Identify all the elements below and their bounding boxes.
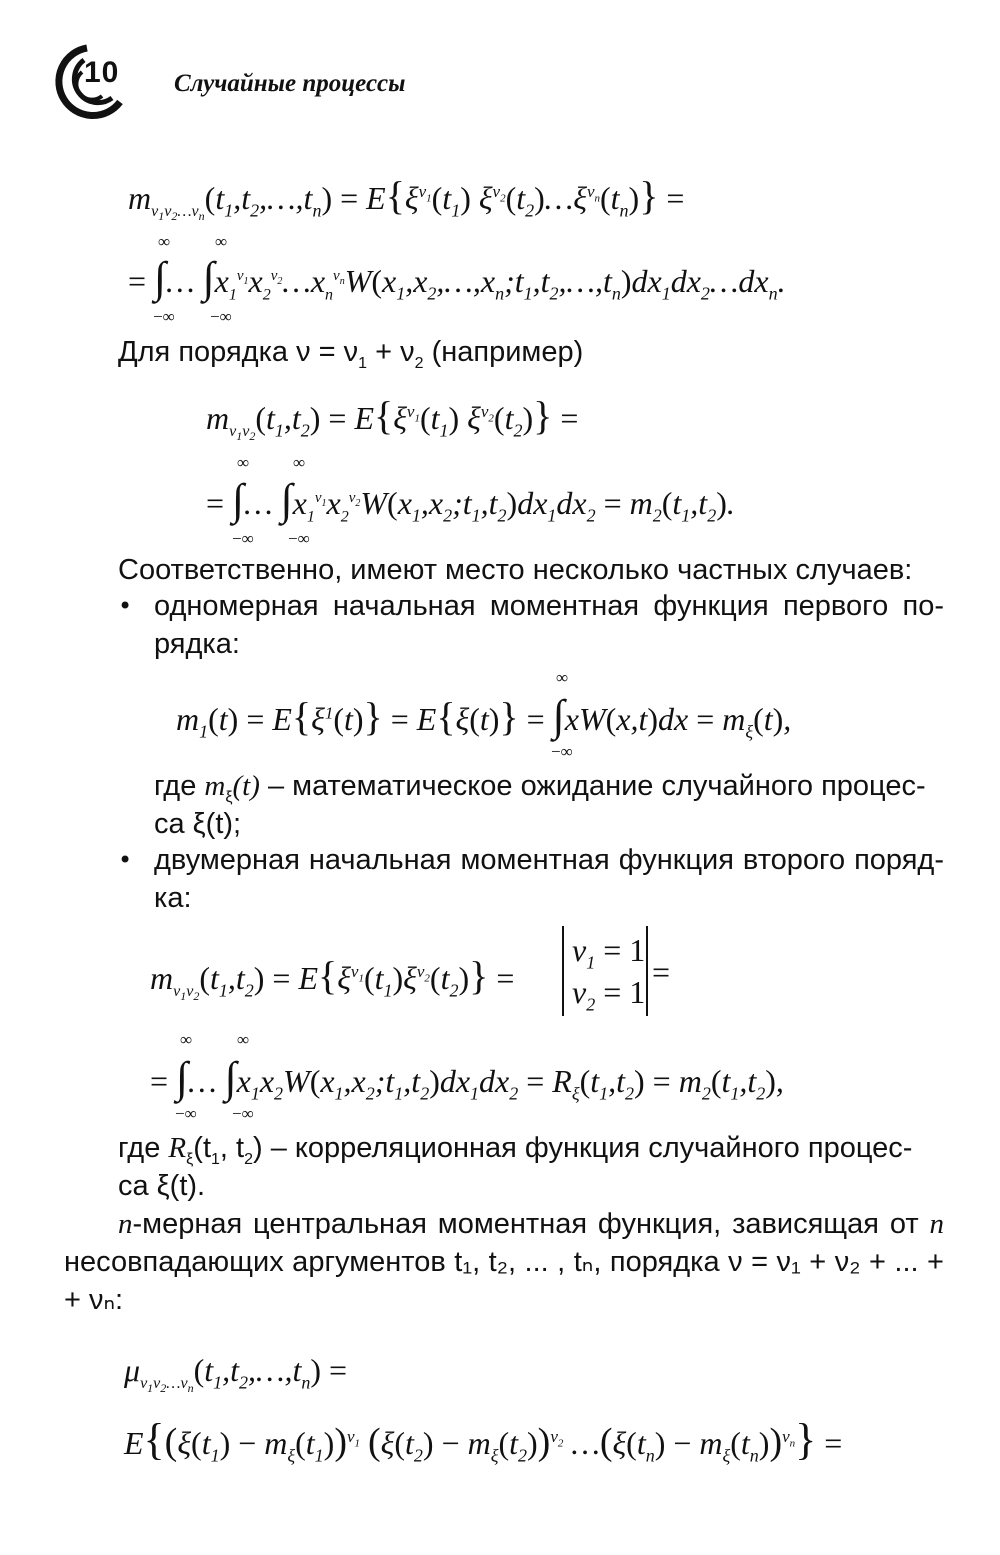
page-number: 10 [84,56,120,89]
lower-limit: −∞ [551,742,573,761]
where-1-line-1: где $m_\xi(t)$ – математическое ожидание случайного процес- [154,770,926,806]
upper-limit: ∞ [293,453,306,472]
central-paragraph-line-3: + νₙ: [64,1284,124,1316]
formula-5-line-2: $E\{(\xi(t_1) - m_\xi(t_1))^{\nu_1}$ $(\xi(t_2) - m_\xi(t_2))^{\nu_2}$ $\dots(\xi(t_n) - m_\xi(t_n))^{\nu_n}$} = [124,1415,843,1466]
bullet-1-line-1: одномерная начальная моментная функция первого по- [154,590,944,622]
formula-2-line-2: = ∫… $\int x_1^{\nu_1}x_2^{\nu_2}W(x_1,x_2;t_1,t_2)dx_1dx_2 = m_2(t_1,t_2)$. [206,475,735,526]
where-1-line-2: са ξ(t); [154,808,242,840]
upper-limit: ∞ [158,232,171,251]
formula-4-equals: = [652,954,671,990]
formula-1-line-1: $m_{\nu_1\nu_2\dots\nu_n}(t_1,t_2,\dots,t_n) = E\{\xi^{\nu_1}(t_1)$ $\xi^{\nu_2}(t_2)\dots\xi^{\nu_n}(t_n)$} = [128,173,685,224]
upper-limit: ∞ [237,1030,250,1049]
where-2-line-1: где $R_\xi(t_1$, $t_2$) – корреляционная функция случайного процес- [118,1132,913,1168]
upper-limit: ∞ [180,1030,193,1049]
page-header [0,0,1000,120]
central-paragraph-line-2: несовпадающих аргументов t₁, t₂, ... , tₙ, порядка ν = ν₁ + ν₂ + ... + [64,1246,944,1278]
lower-limit: −∞ [175,1104,197,1123]
lower-limit: −∞ [288,529,310,548]
bullet-2-line-1: двумерная начальная моментная функция второго поряд- [154,844,944,876]
upper-limit: ∞ [237,453,250,472]
formula-4-line-1: $m_{\nu_1\nu_2}(t_1,t_2) = E\{\xi^{\nu_1}(t_1)\xi^{\nu_2}(t_2)\}$ = [150,953,515,1004]
formula-4-line-2: = ∫… $\int x_1x_2W(x_1,x_2;t_1,t_2)dx_1dx_2 = R_\xi(t_1,t_2) = m_2(t_1,t_2)$, [150,1053,784,1104]
where-2-line-2: са ξ(t). [118,1170,206,1202]
upper-limit: ∞ [215,232,228,251]
running-title: Случайные процессы [174,70,406,97]
bullet-1: • [118,592,133,620]
lower-limit: −∞ [153,307,175,326]
upper-limit: ∞ [556,668,569,687]
matrix-determinant: $\nu_1 = 1$ $\nu_2 = 1$ [562,926,648,1016]
lower-limit: −∞ [232,529,254,548]
order-paragraph: Для порядка $\nu = \nu_1 + \nu_2$ (например) [118,336,584,372]
cases-paragraph: Соответственно, имеют место несколько частных случаев: [118,554,913,586]
lower-limit: −∞ [210,307,232,326]
formula-1-line-2: = ∫… $\int x_1^{\nu_1}x_2^{\nu_2}\dots x_n^{\nu_n}W(x_1,x_2,\dots,x_n;t_1,t_2,\dots,t_n)dx_1dx_2\dots dx_n$. [128,253,786,304]
bullet-2-line-2: ка: [154,882,192,914]
formula-5-line-1: $\mu_{\nu_1\nu_2\dots\nu_n}(t_1,t_2,\dots,t_n)$ = [124,1352,348,1396]
bullet-1-line-2: рядка: [154,628,240,660]
formula-2-line-1: $m_{\nu_1\nu_2}(t_1,t_2) = E\{\xi^{\nu_1}(t_1) \xi^{\nu_2}(t_2)\}$ = [206,393,579,444]
bullet-2: • [118,846,133,874]
lower-limit: −∞ [232,1104,254,1123]
central-paragraph-line-1: n-мерная центральная моментная функция, зависящая от n [118,1208,944,1240]
formula-3: $m_1(t) = E\{\xi^1(t)\} = E\{\xi(t)\} = \int xW(x,t)dx = m_\xi(t)$, [176,691,792,742]
